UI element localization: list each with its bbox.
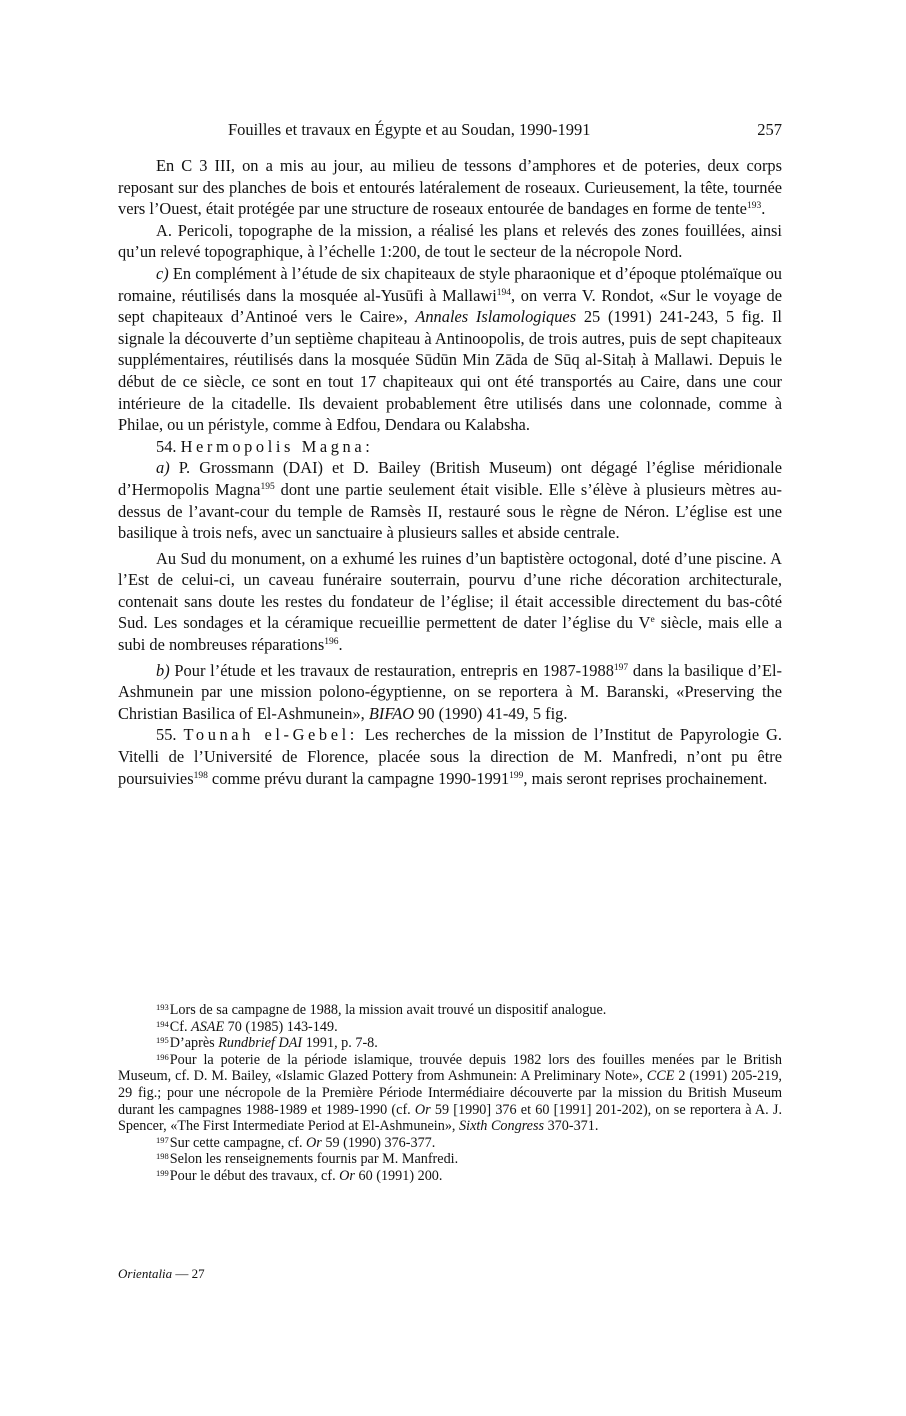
footnote-number: 199 [156,1167,169,1178]
footnote-text: D’après [169,1035,219,1052]
paragraph-text: Les recherches de la mission de l’Institut de Papyrologie G. Vitelli de l’Université de Florence, placée sous la direction de M. Manfredi, n’ont pu être poursuivies [118,725,782,788]
paragraph-text: , on verra V. Rondot, «Sur le voyage de sept chapiteaux d’Antinoé vers le Caire», [118,285,783,327]
footnote-ref-193[interactable]: 193 [746,201,762,212]
section-heading-55 [118,724,782,789]
journal-title: Annales Islamologiques [415,307,577,327]
footnote-ref-197[interactable]: 197 [613,662,629,673]
footnote-ref-194[interactable]: 194 [496,287,512,298]
section-title: Tounah el-Gebel: [183,725,358,745]
paragraph-text: . [338,635,343,655]
footnote-193 [118,1002,782,1019]
footnote-text: 59 [1990] 376 et 60 [1991] 201-202), on se reportera à A. J. Spencer, «The First Intermediate Period at El-Ashmunein», [118,1101,782,1135]
footnote-text: 2 (1991) 205-219, 29 fig.; pour une nécropole de la Première Période Intermédiaire découverte par la mission du British Museum durant les campagnes 1988-1989 et 1989-1990 (cf. [118,1068,782,1118]
journal-title: BIFAO [368,703,415,723]
footnote-196 [118,1052,782,1135]
footnote-198 [118,1151,782,1168]
footnote-text: 59 (1990) 376-377. [321,1134,436,1151]
paragraph-text: Pour l’étude et les travaux de restauration, entrepris en 1987-1988 [169,660,614,680]
footnotes [118,1002,782,1185]
paragraph-pericoli: A. Pericoli, topographe de la mission, a réalisé les plans et relevés des zones fouillées, ainsi qu’un relevé topographique, à l’échelle 1:200, de tout le secteur de la nécropole Nord. [118,220,782,262]
footnote-text: Selon les renseignements fournis par M. Manfredi. [169,1151,459,1168]
footnote-number: 194 [156,1018,169,1029]
paragraph-text: dans la basilique d’El-Ashmunein par une mission polono-égyptienne, on se reportera à M. Baranski, «Preserving the Christian Basilica of El-Ashmunein», [118,660,782,723]
item-label: c) [156,263,169,283]
paragraph-text: siècle, mais elle a subi de nombreuses réparations [118,613,782,655]
journal-title: Or [339,1167,355,1184]
footer-sheet-number: 27 [191,1266,205,1281]
footnote-text: 70 (1985) 143-149. [224,1018,338,1035]
footnote-197 [118,1135,782,1152]
item-label: a) [156,458,170,478]
journal-title: Rundbrief DAI [218,1035,303,1052]
journal-title: Sixth Congress [459,1118,545,1135]
paragraph-text: En C 3 III, on a mis au jour, au milieu de tessons d’amphores et de poteries, deux corps reposant sur des planches de bois et entourés latéralement de roseaux. Curieusement, la tête, tournée vers l’Ouest, était protégée par une structure de roseaux entourée de bandages en forme de tente [118,156,782,219]
paragraph-text: En complément à l’étude de six chapiteaux de style pharaonique et d’époque ptolémaïque ou romaine, réutilisés dans la mosquée al-Yusūfi à Mallawi [118,263,782,305]
item-label: b) [156,660,170,680]
footnote-number: 195 [156,1035,169,1046]
footnote-number: 197 [156,1134,169,1145]
footnote-number: 196 [156,1051,169,1062]
footnote-text: Pour la poterie de la période islamique, trouvée depuis 1982 lors des fouilles menées par le British Museum, cf. D. M. Bailey, «Islamic Glazed Pottery from Ashmunein: A Preliminary Note», [118,1051,782,1085]
main-text [118,155,782,789]
footnote-text: 60 (1991) 200. [354,1167,443,1184]
footnote-text: 1991, p. 7-8. [302,1035,378,1052]
footnote-number: 193 [156,1002,169,1012]
paragraph-text: P. Grossmann (DAI) et D. Bailey (British Museum) ont dégagé l’église méridionale d’Hermopolis Magna [118,458,782,499]
running-header [118,120,782,142]
paragraph-text: 25 (1991) 241-243, 5 fig. Il signale la découverte d’un septième chapiteau à Antinoopolis, de trois autres, puis de sept chapiteaux supplémentaires, réutilisés dans la mosquée Sūdūn Min Zāda de Sūq al-Sitaḥ à Mallawi. Depuis le début de ce siècle, ce sont en tout 17 chapiteaux qui ont été transportés au Caire, dans une cour intérieure de la citadelle. Ils devaient probablement être utilisés dans une colonnade, comme à Philae, ou un péristyle, comme à Edfou, Dendara ou Kalabsha. [118,307,782,435]
century-superscript: e [650,615,655,626]
footer-journal: Orientalia [118,1266,173,1281]
footnote-text: Sur cette campagne, cf. [169,1134,307,1151]
paragraph-c3-burials [118,155,782,220]
footnote-ref-199[interactable]: 199 [509,770,524,781]
signature-mark [118,1266,205,1282]
journal-title: Or [306,1134,322,1151]
paragraph-b-basilica [118,660,782,725]
footnote-ref-198[interactable]: 198 [193,770,208,781]
journal-title: Or [414,1101,431,1118]
section-number: 55. [156,725,177,745]
paragraph-c-capitals [118,263,782,436]
section-heading-54 [118,436,782,458]
paragraph-text: , mais seront reprises prochainement. [523,768,768,788]
footnote-text: 370-371. [544,1118,599,1135]
section-number: 54. [156,436,177,456]
journal-title: CCE [646,1068,675,1085]
paragraph-a-church [118,457,782,543]
footnote-text: Lors de sa campagne de 1988, la mission avait trouvé un dispositif analogue. [169,1002,607,1018]
footnote-199 [118,1168,782,1185]
footnote-ref-196[interactable]: 196 [324,637,339,648]
paragraph-text: comme prévu durant la campagne 1990-1991 [207,768,510,788]
footnote-number: 198 [156,1151,169,1162]
section-title: Hermopolis Magna: [180,436,374,456]
page-number: 257 [757,120,782,139]
footnote-194 [118,1019,782,1036]
journal-title: ASAE [191,1018,225,1035]
paragraph-text: 90 (1990) 41-49, 5 fig. [414,703,568,723]
footnote-195 [118,1035,782,1052]
paragraph-text: . [761,199,766,219]
footnote-ref-195[interactable]: 195 [260,481,275,492]
paragraph-text: dont une partie seulement était visible. Elle s’élève à plusieurs mètres au-dessus de l’avant-cour du temple de Ramsès II, restauré sous le règne de Néron. L’église est une basilique à trois nefs, avec un sanctuaire à plusieurs salles et abside centrale. [118,479,782,543]
running-title: Fouilles et travaux en Égypte et au Soudan, 1990-1991 [228,120,591,139]
paragraph-text: Au Sud du monument, on a exhumé les ruines d’un baptistère octogonal, doté d’une piscine. A l’Est de celui-ci, un caveau funéraire souterrain, pourvu d’une riche décoration architecturale, contenait sans doute les restes du fondateur de l’église; il était accessible directement du bas-côté Sud. Les sondages et la céramique recueillie permettent de dater l’église du V [118,548,782,633]
footnote-text: Cf. [169,1018,192,1035]
footer-separator: — [172,1266,192,1281]
footnote-text: Pour le début des travaux, cf. [169,1167,340,1184]
paragraph-baptistery [118,548,782,656]
